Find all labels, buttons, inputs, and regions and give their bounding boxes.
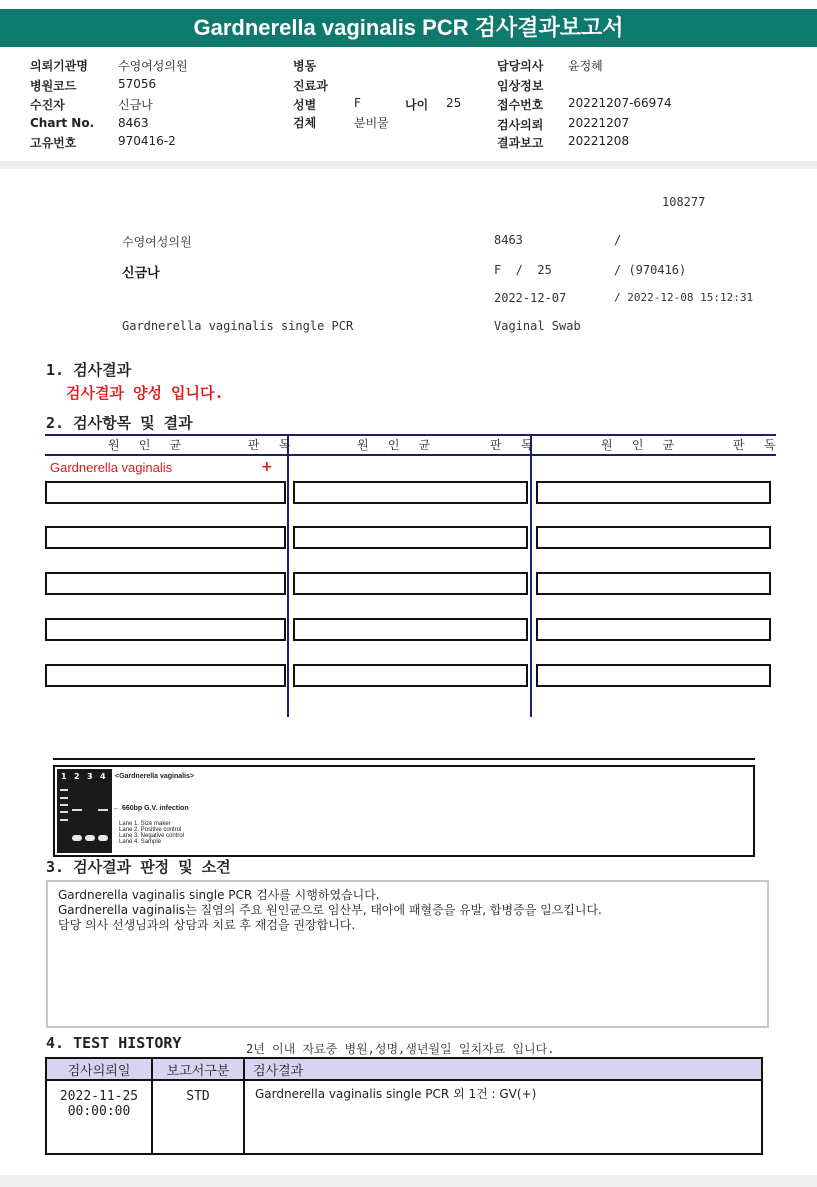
col2-organism-header: 원 인 균 bbox=[357, 438, 437, 452]
opinion-line-2: Gardnerella vaginalis는 질염의 주요 원인균으로 임산부, 태아에 패혈증을 유발, 합병증을 일으킵니다. bbox=[58, 903, 602, 917]
summary-clinic: 수영여성의원 bbox=[122, 235, 192, 249]
summary-sex-age: F / 25 bbox=[494, 263, 552, 277]
summary-specimen: Vaginal Swab bbox=[494, 319, 581, 333]
hdr-age-value: 25 bbox=[446, 96, 462, 110]
gel-band-label-text: 660bp G.V. infection bbox=[121, 805, 189, 812]
result-cell bbox=[536, 664, 771, 687]
hdr-code-label: 병원코드 bbox=[30, 79, 77, 93]
history-header-date: 검사의뢰일 bbox=[46, 1058, 152, 1080]
hdr-report-label: 결과보고 bbox=[497, 136, 544, 150]
gel-band bbox=[72, 835, 82, 841]
gel-band bbox=[72, 809, 82, 811]
result-cell bbox=[45, 481, 286, 504]
lane-number: 1 bbox=[61, 772, 67, 781]
result-cell bbox=[45, 526, 286, 549]
hdr-chart-label: Chart No. bbox=[30, 116, 95, 130]
hdr-age-label: 나이 bbox=[405, 98, 429, 112]
result-cell bbox=[293, 526, 528, 549]
gel-band-label: ← 660bp G.V. infection bbox=[113, 805, 189, 812]
col1-judgement-header: 판 독 bbox=[248, 438, 297, 452]
result-cell bbox=[45, 618, 286, 641]
result-cell bbox=[293, 618, 528, 641]
gel-top-rule bbox=[53, 758, 755, 760]
hdr-receipt-value: 20221207-66974 bbox=[568, 96, 672, 110]
hdr-doctor-value: 윤정혜 bbox=[568, 59, 603, 73]
result-cell bbox=[536, 481, 771, 504]
section2-title: 2. 검사항목 및 결과 bbox=[46, 414, 193, 432]
grid-divider-2 bbox=[530, 434, 532, 717]
summary-slash: / bbox=[614, 233, 622, 247]
history-date-cell bbox=[46, 1080, 152, 1154]
gel-band bbox=[98, 809, 108, 811]
opinion-line-1: Gardnerella vaginalis single PCR 검사를 시행하였습니다. bbox=[58, 888, 380, 902]
hdr-sex-value: F bbox=[354, 96, 361, 110]
gel-band bbox=[60, 804, 68, 806]
gel-band bbox=[98, 835, 108, 841]
history-type: STD bbox=[152, 1080, 244, 1154]
col1-organism-header: 원 인 균 bbox=[108, 438, 188, 452]
result-cell bbox=[293, 572, 528, 595]
result-cell bbox=[536, 572, 771, 595]
hdr-receipt-label: 접수번호 bbox=[497, 98, 544, 112]
lane-number: 2 bbox=[74, 772, 80, 781]
header-separator bbox=[0, 161, 817, 169]
hdr-specimen-label: 검체 bbox=[293, 116, 317, 130]
lane-number: 4 bbox=[100, 772, 106, 781]
grid-header-line bbox=[45, 454, 776, 456]
grid-divider-1 bbox=[287, 434, 289, 717]
gel-figure bbox=[53, 765, 755, 857]
hdr-patient-value: 신금나 bbox=[118, 98, 153, 112]
col2-judgement-header: 판 독 bbox=[490, 438, 539, 452]
result-cell bbox=[45, 572, 286, 595]
hdr-request-label: 검사의뢰 bbox=[497, 118, 544, 132]
gel-band bbox=[60, 819, 68, 821]
bottom-strip bbox=[0, 1175, 817, 1187]
gel-band bbox=[60, 789, 68, 791]
hdr-ward-label: 병동 bbox=[293, 59, 317, 73]
opinion-box bbox=[46, 880, 769, 1028]
result-mark: + bbox=[261, 459, 273, 475]
summary-test-name: Gardnerella vaginalis single PCR bbox=[122, 319, 354, 333]
col3-judgement-header: 판 독 bbox=[733, 438, 782, 452]
summary-birth: / (970416) bbox=[614, 263, 687, 277]
gel-band bbox=[60, 811, 68, 813]
hdr-code-value: 57056 bbox=[118, 77, 157, 91]
gel-legend-3: Lane 3. Negative control bbox=[119, 833, 185, 839]
gel-legend-1: Lane 1. Size maker bbox=[119, 821, 171, 827]
history-header-type: 보고서구분 bbox=[152, 1058, 244, 1080]
history-header-result: 검사결과 bbox=[244, 1058, 762, 1080]
result-cell bbox=[45, 664, 286, 687]
col3-organism-header: 원 인 균 bbox=[601, 438, 681, 452]
hdr-report-value: 20221208 bbox=[568, 134, 630, 148]
summary-patient: 신금나 bbox=[122, 266, 160, 281]
hdr-clinical-label: 임상정보 bbox=[497, 79, 544, 93]
gel-band bbox=[85, 835, 95, 841]
lane-number: 3 bbox=[87, 772, 93, 781]
hdr-chart-value: 8463 bbox=[118, 116, 149, 130]
summary-request-date: 2022-12-07 bbox=[494, 291, 567, 305]
section3-title: 3. 검사결과 판정 및 소견 bbox=[46, 858, 231, 876]
report-title: Gardnerella vaginalis PCR 검사결과보고서 bbox=[0, 9, 817, 47]
result-cell bbox=[293, 481, 528, 504]
report-number: 108277 bbox=[662, 195, 706, 209]
summary-report-datetime: / 2022-12-08 15:12:31 bbox=[614, 291, 754, 304]
history-header-row bbox=[46, 1058, 762, 1080]
history-result: Gardnerella vaginalis single PCR 외 1건 : GV(+) bbox=[244, 1080, 762, 1154]
hdr-id-value: 970416-2 bbox=[118, 134, 176, 148]
hdr-request-value: 20221207 bbox=[568, 116, 630, 130]
hdr-dept-label: 진료과 bbox=[293, 79, 328, 93]
hdr-clinic-value: 수영여성의원 bbox=[118, 59, 188, 73]
hdr-id-label: 고유번호 bbox=[30, 136, 77, 150]
table-row bbox=[46, 1080, 762, 1154]
gel-legend-4: Lane 4. Sample bbox=[119, 839, 162, 845]
history-date: 2022-11-25 bbox=[59, 1089, 139, 1104]
result-cell bbox=[536, 618, 771, 641]
hdr-doctor-label: 담당의사 bbox=[497, 59, 544, 73]
gel-title: <Gardnerella vaginalis> bbox=[115, 773, 194, 780]
summary-chart: 8463 bbox=[494, 233, 523, 247]
opinion-line-3: 담당 의사 선생님과의 상담과 치료 후 재검을 권장합니다. bbox=[58, 918, 356, 932]
hdr-clinic-label: 의뢰기관명 bbox=[30, 59, 88, 73]
history-note: 2년 이내 자료중 병원,성명,생년월일 일치자료 입니다. bbox=[246, 1042, 555, 1056]
result-cell bbox=[293, 664, 528, 687]
hdr-specimen-value: 분비물 bbox=[354, 116, 389, 130]
result-organism: Gardnerella vaginalis bbox=[50, 460, 173, 475]
history-table bbox=[45, 1057, 763, 1155]
result-cell bbox=[536, 526, 771, 549]
hdr-sex-label: 성별 bbox=[293, 98, 317, 112]
gel-legend-2: Lane 2. Positive control bbox=[119, 827, 182, 833]
hdr-patient-label: 수진자 bbox=[30, 98, 65, 112]
section4-title: 4. TEST HISTORY bbox=[46, 1034, 182, 1052]
result-positive-text: 검사결과 양성 입니다. bbox=[66, 384, 224, 402]
history-time: 00:00:00 bbox=[67, 1104, 131, 1119]
section1-title: 1. 검사결과 bbox=[46, 361, 132, 379]
gel-band bbox=[60, 797, 68, 799]
gel-image bbox=[57, 769, 112, 853]
